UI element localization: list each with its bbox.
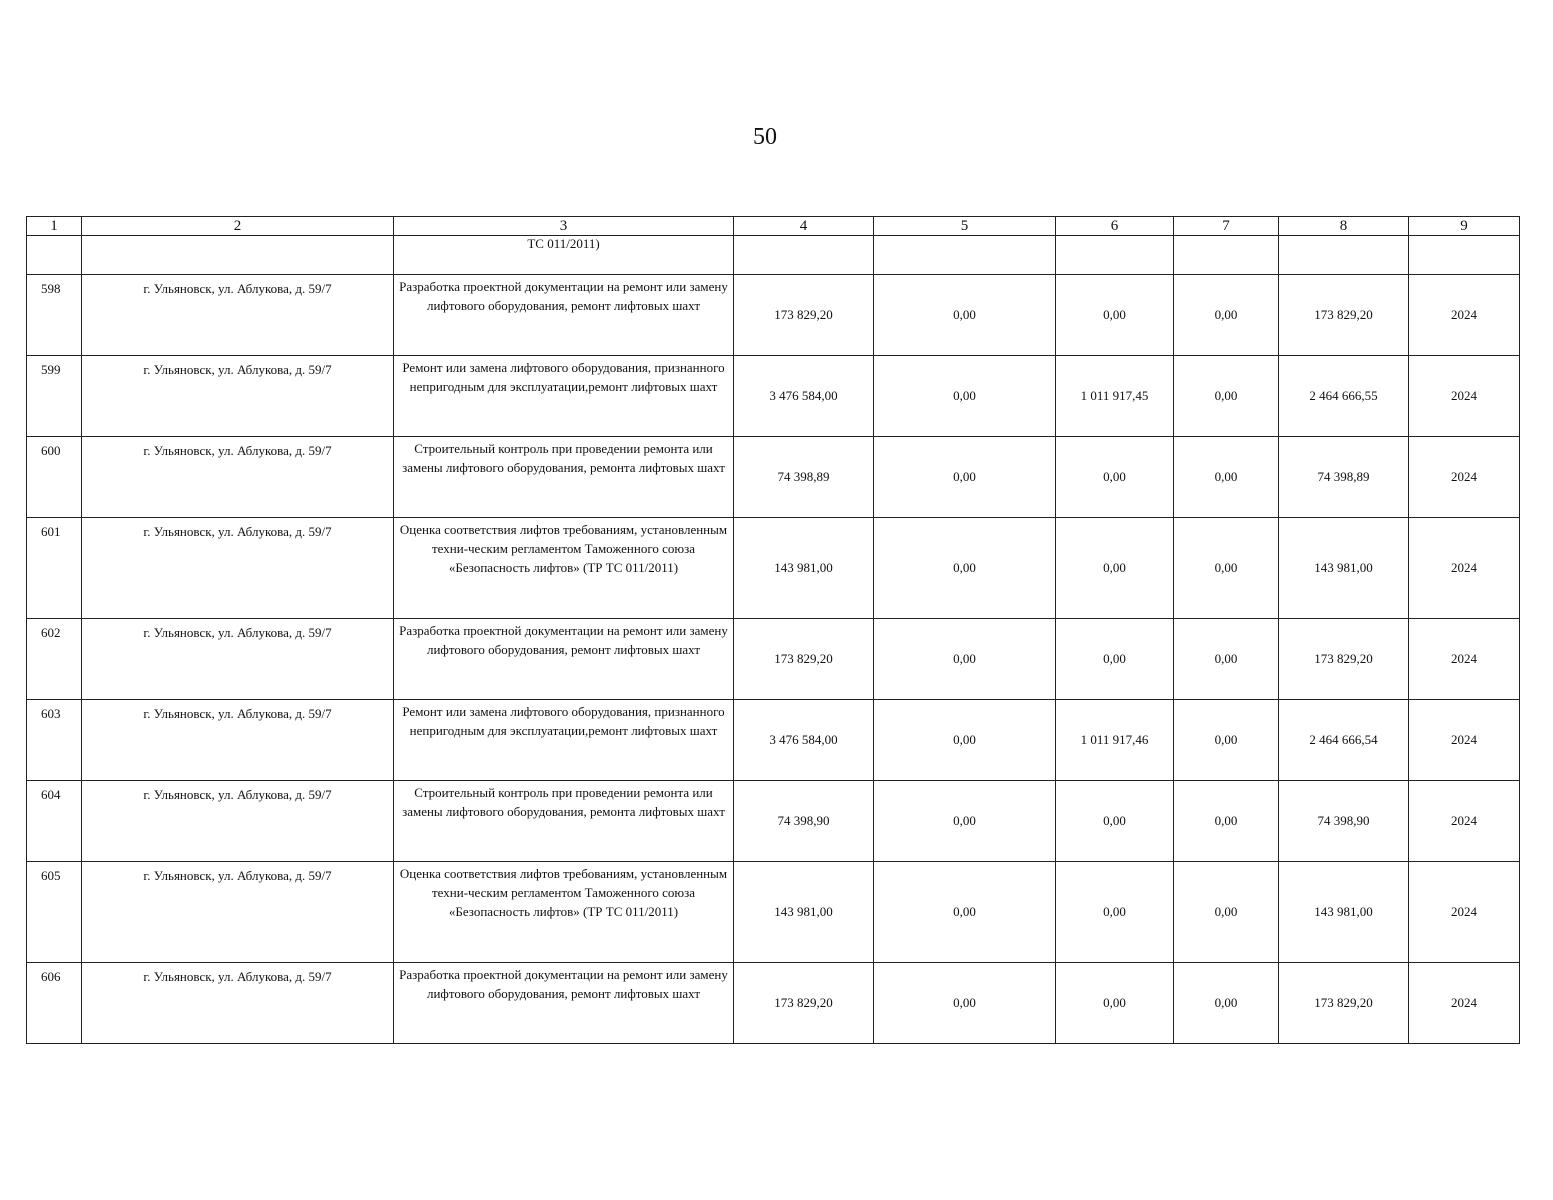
column-number: 1	[27, 217, 82, 236]
work-type-cell: Строительный контроль при проведении ремонта или замены лифтового оборудования, ремонта лифтовых шахт	[394, 781, 734, 862]
cost-cell-8: 143 981,00	[1279, 862, 1409, 963]
table-row	[27, 700, 1520, 781]
total-cost-cell: 173 829,20	[734, 963, 874, 1044]
year-cell: 2024	[1409, 437, 1520, 518]
cost-cell-8: 173 829,20	[1279, 275, 1409, 356]
total-cost-cell: 173 829,20	[734, 275, 874, 356]
column-number: 6	[1056, 217, 1174, 236]
cost-cell-5: 0,00	[874, 356, 1056, 437]
cost-cell-6: 0,00	[1056, 862, 1174, 963]
total-cost-cell: 74 398,89	[734, 437, 874, 518]
column-number: 3	[394, 217, 734, 236]
address-cell: г. Ульяновск, ул. Аблукова, д. 59/7	[82, 781, 394, 862]
total-cost-cell: 173 829,20	[734, 619, 874, 700]
cost-cell-5: 0,00	[874, 862, 1056, 963]
work-type-cell: Ремонт или замена лифтового оборудования, признанного непригодным для эксплуатации,ремонт лифтовых шахт	[394, 700, 734, 781]
work-type-cell: Разработка проектной документации на ремонт или замену лифтового оборудования, ремонт лифтовых шахт	[394, 619, 734, 700]
cost-cell-8: 74 398,89	[1279, 437, 1409, 518]
year-cell: 2024	[1409, 518, 1520, 619]
cost-cell-7: 0,00	[1174, 781, 1279, 862]
table-row	[27, 356, 1520, 437]
cost-cell-5: 0,00	[874, 275, 1056, 356]
total-cost-cell: 143 981,00	[734, 518, 874, 619]
cost-cell-8: 74 398,90	[1279, 781, 1409, 862]
table-cell	[734, 236, 874, 275]
cost-cell-7: 0,00	[1174, 275, 1279, 356]
page-number: 50	[753, 124, 777, 150]
year-cell: 2024	[1409, 781, 1520, 862]
row-number: 598	[27, 275, 82, 356]
year-cell: 2024	[1409, 275, 1520, 356]
cost-cell-5: 0,00	[874, 437, 1056, 518]
address-cell: г. Ульяновск, ул. Аблукова, д. 59/7	[82, 275, 394, 356]
work-type-cell: Разработка проектной документации на ремонт или замену лифтового оборудования, ремонт лифтовых шахт	[394, 963, 734, 1044]
cost-cell-6: 0,00	[1056, 781, 1174, 862]
row-number: 606	[27, 963, 82, 1044]
cost-cell-7: 0,00	[1174, 518, 1279, 619]
cost-cell-7: 0,00	[1174, 963, 1279, 1044]
table-row	[27, 963, 1520, 1044]
table-row	[27, 619, 1520, 700]
table-cell	[1279, 236, 1409, 275]
cost-cell-8: 143 981,00	[1279, 518, 1409, 619]
year-cell: 2024	[1409, 862, 1520, 963]
cost-cell-7: 0,00	[1174, 356, 1279, 437]
table-cell	[874, 236, 1056, 275]
address-cell: г. Ульяновск, ул. Аблукова, д. 59/7	[82, 862, 394, 963]
total-cost-cell: 143 981,00	[734, 862, 874, 963]
cost-cell-6: 0,00	[1056, 619, 1174, 700]
year-cell: 2024	[1409, 700, 1520, 781]
cost-cell-6: 1 011 917,46	[1056, 700, 1174, 781]
work-type-cell: Разработка проектной документации на ремонт или замену лифтового оборудования, ремонт лифтовых шахт	[394, 275, 734, 356]
table-cell	[27, 236, 82, 275]
cost-cell-7: 0,00	[1174, 619, 1279, 700]
row-number: 603	[27, 700, 82, 781]
total-cost-cell: 74 398,90	[734, 781, 874, 862]
table-cell	[1174, 236, 1279, 275]
cost-cell-5: 0,00	[874, 619, 1056, 700]
table-cell	[1409, 236, 1520, 275]
cost-cell-5: 0,00	[874, 518, 1056, 619]
column-number: 9	[1409, 217, 1520, 236]
total-cost-cell: 3 476 584,00	[734, 356, 874, 437]
cost-cell-5: 0,00	[874, 781, 1056, 862]
cost-cell-8: 173 829,20	[1279, 963, 1409, 1044]
cost-cell-8: 2 464 666,55	[1279, 356, 1409, 437]
row-number: 604	[27, 781, 82, 862]
row-number: 601	[27, 518, 82, 619]
address-cell: г. Ульяновск, ул. Аблукова, д. 59/7	[82, 356, 394, 437]
cost-cell-5: 0,00	[874, 963, 1056, 1044]
table-cell	[1056, 236, 1174, 275]
table-row	[27, 518, 1520, 619]
work-type-cell: Оценка соответствия лифтов требованиям, установленным техни-ческим регламентом Таможенного союза «Безопасность лифтов» (ТР ТС 011/2011)	[394, 518, 734, 619]
cost-cell-7: 0,00	[1174, 862, 1279, 963]
row-number: 600	[27, 437, 82, 518]
table-cell	[82, 236, 394, 275]
work-type-cell: Строительный контроль при проведении ремонта или замены лифтового оборудования, ремонта лифтовых шахт	[394, 437, 734, 518]
cost-cell-6: 1 011 917,45	[1056, 356, 1174, 437]
column-number: 4	[734, 217, 874, 236]
cost-cell-6: 0,00	[1056, 963, 1174, 1044]
cost-cell-7: 0,00	[1174, 700, 1279, 781]
address-cell: г. Ульяновск, ул. Аблукова, д. 59/7	[82, 700, 394, 781]
address-cell: г. Ульяновск, ул. Аблукова, д. 59/7	[82, 437, 394, 518]
table-row	[27, 781, 1520, 862]
address-cell: г. Ульяновск, ул. Аблукова, д. 59/7	[82, 619, 394, 700]
cost-cell-8: 2 464 666,54	[1279, 700, 1409, 781]
address-cell: г. Ульяновск, ул. Аблукова, д. 59/7	[82, 963, 394, 1044]
cost-cell-6: 0,00	[1056, 437, 1174, 518]
column-number: 2	[82, 217, 394, 236]
table-row	[27, 862, 1520, 963]
year-cell: 2024	[1409, 963, 1520, 1044]
year-cell: 2024	[1409, 619, 1520, 700]
cost-cell-8: 173 829,20	[1279, 619, 1409, 700]
address-cell: г. Ульяновск, ул. Аблукова, д. 59/7	[82, 518, 394, 619]
year-cell: 2024	[1409, 356, 1520, 437]
table-row	[27, 275, 1520, 356]
row-number: 605	[27, 862, 82, 963]
work-type-cell: Ремонт или замена лифтового оборудования, признанного непригодным для эксплуатации,ремонт лифтовых шахт	[394, 356, 734, 437]
continuation-row	[27, 236, 1520, 275]
row-number: 599	[27, 356, 82, 437]
capital-repair-table	[26, 216, 1520, 1044]
work-type-cell: Оценка соответствия лифтов требованиям, установленным техни-ческим регламентом Таможенного союза «Безопасность лифтов» (ТР ТС 011/2011)	[394, 862, 734, 963]
table-row	[27, 437, 1520, 518]
column-number-row	[27, 217, 1520, 236]
table-cell: ТС 011/2011)	[394, 236, 734, 275]
cost-cell-6: 0,00	[1056, 275, 1174, 356]
row-number: 602	[27, 619, 82, 700]
column-number: 7	[1174, 217, 1279, 236]
cost-cell-7: 0,00	[1174, 437, 1279, 518]
column-number: 8	[1279, 217, 1409, 236]
cost-cell-5: 0,00	[874, 700, 1056, 781]
total-cost-cell: 3 476 584,00	[734, 700, 874, 781]
column-number: 5	[874, 217, 1056, 236]
cost-cell-6: 0,00	[1056, 518, 1174, 619]
